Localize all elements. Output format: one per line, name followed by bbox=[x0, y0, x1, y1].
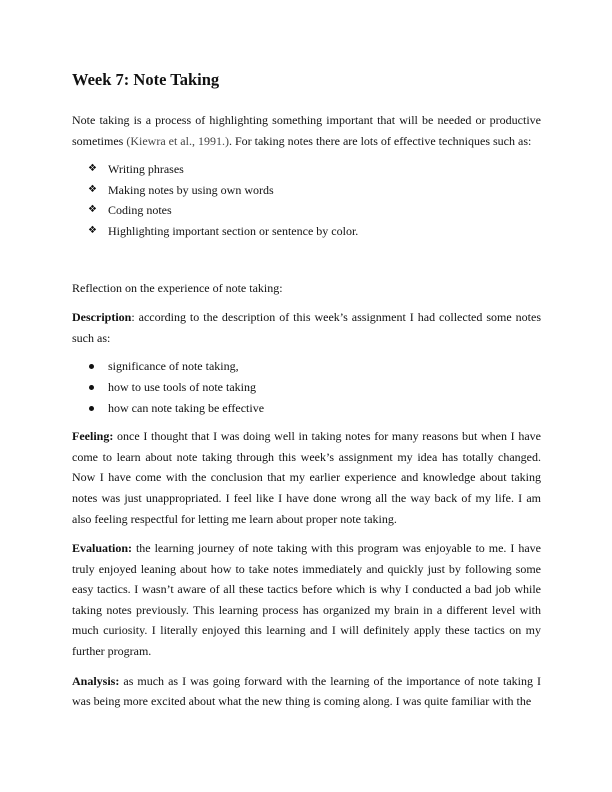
techniques-list bbox=[72, 159, 541, 241]
page-title: Week 7: Note Taking bbox=[72, 70, 220, 89]
page-content bbox=[72, 70, 541, 712]
diamond-bullet-icon: ❖ bbox=[88, 224, 97, 236]
description-paragraph bbox=[72, 307, 541, 348]
intro-citation: (Kiewra et al., 1991.) bbox=[126, 133, 229, 148]
intro-text-after: . For taking notes there are lots of effective techniques such as: bbox=[228, 133, 532, 148]
description-label: Description bbox=[72, 310, 132, 325]
list-item: significance of note taking, bbox=[72, 356, 541, 377]
intro-text-before: Note taking is a process of highlighting something important that will be needed or productive sometimes bbox=[72, 113, 541, 148]
analysis-label: Analysis: bbox=[72, 673, 120, 688]
evaluation-label: Evaluation: bbox=[72, 541, 133, 556]
reflection-heading: Reflection on the experience of note taking: bbox=[72, 280, 283, 295]
list-item: how can note taking be effective bbox=[72, 398, 541, 419]
list-item: how to use tools of note taking bbox=[72, 377, 541, 398]
bullet-dot-icon bbox=[89, 364, 94, 369]
list-item: ❖ Making notes by using own words bbox=[72, 180, 541, 201]
feeling-paragraph bbox=[72, 426, 541, 529]
notes-list bbox=[72, 356, 541, 418]
list-item: ❖ Coding notes bbox=[72, 200, 541, 221]
list-item: ❖ Highlighting important section or sentence by color. bbox=[72, 221, 541, 242]
feeling-label: Feeling: bbox=[72, 429, 114, 444]
analysis-paragraph bbox=[72, 671, 541, 712]
feeling-text: once I thought that I was doing well in taking notes for many reasons but when I have come to learn about note taking through this week’s assignment my idea has totally changed. Now I have come with the conclusion that my earlier experience and knowledge about taking notes was just unappropriated. I feel like I have done wrong all the way back of my life. I am also feeling respectful for letting me learn about proper note taking. bbox=[72, 429, 541, 526]
diamond-bullet-icon: ❖ bbox=[88, 163, 97, 175]
diamond-bullet-icon: ❖ bbox=[88, 204, 97, 216]
list-item: ❖ Writing phrases bbox=[72, 159, 541, 180]
evaluation-text: the learning journey of note taking with this program was enjoyable to me. I have truly enjoyed leaning about how to take notes immediately and quickly just by following some easy tactics. I wasn’t aware of all these tactics before which is why I conducted a bad job while taking notes previously. This learning process has organized my brain in a different level with much curiosity. I literally enjoyed this learning and I will definitely apply these tactics on my further program. bbox=[72, 541, 541, 659]
diamond-bullet-icon: ❖ bbox=[88, 183, 97, 195]
intro-paragraph bbox=[72, 110, 541, 151]
evaluation-paragraph bbox=[72, 538, 541, 662]
bullet-dot-icon bbox=[89, 385, 94, 390]
description-text: : according to the description of this week’s assignment I had collected some notes such as: bbox=[72, 310, 541, 345]
bullet-dot-icon bbox=[89, 406, 94, 411]
analysis-text: as much as I was going forward with the learning of the importance of note taking I was being more excited about what the new thing is coming along. I was quite familiar with the bbox=[72, 673, 541, 709]
